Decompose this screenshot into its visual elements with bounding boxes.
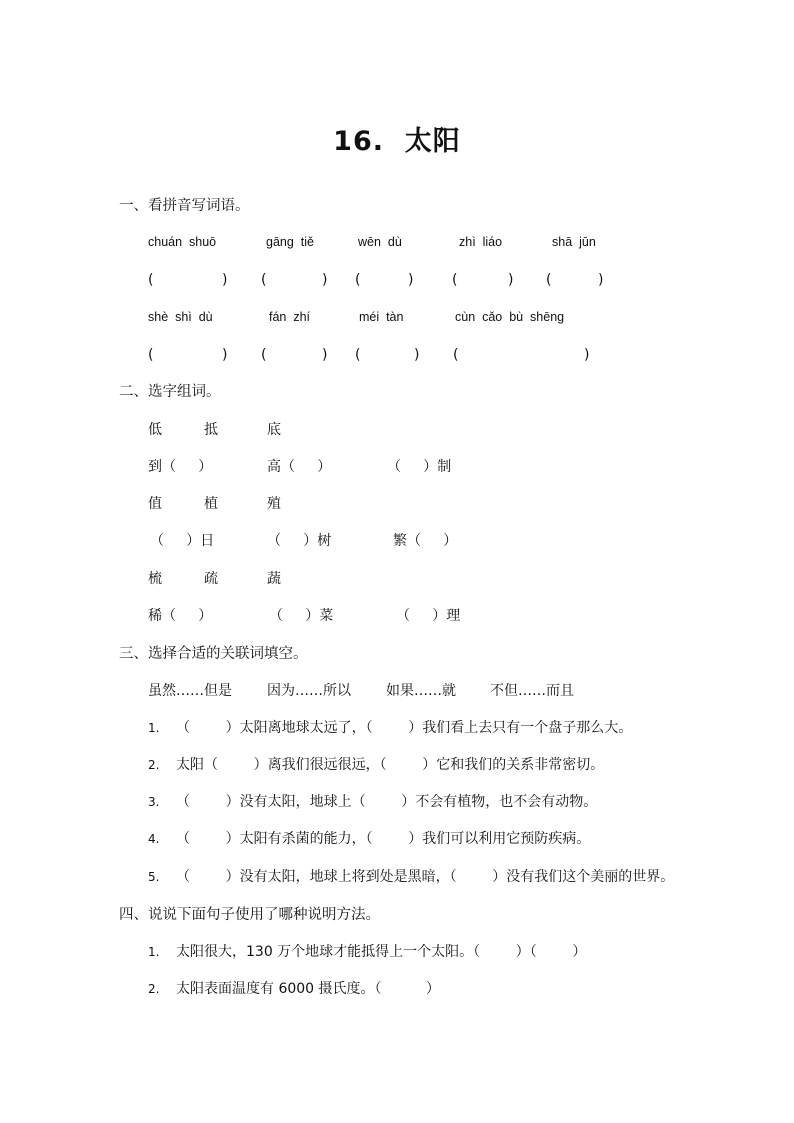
conjunction-option: 如果……就	[386, 683, 456, 699]
answer-blank-open: (	[546, 272, 552, 288]
word-blank: 繁（ ）	[393, 533, 458, 549]
char-option: 殖	[267, 496, 281, 512]
pinyin-cun-cao-bu-sheng: cùn cǎo bù shēng	[455, 310, 565, 324]
question-number: 5.	[148, 870, 160, 884]
char-option: 底	[267, 422, 281, 438]
answer-blank-close: )	[584, 347, 590, 363]
pinyin-zhi-liao: zhì liáo	[459, 235, 503, 249]
word-blank: 稀（ ）	[148, 608, 213, 624]
answer-blank-close: )	[322, 272, 328, 288]
question-number: 3.	[148, 795, 160, 809]
char-option: 蔬	[267, 571, 281, 587]
conjunction-option: 因为……所以	[267, 683, 351, 699]
word-blank: （ ）理	[396, 608, 461, 624]
conjunction-option: 不但……而且	[490, 683, 574, 699]
pinyin-gang-tie: gāng tiě	[266, 235, 314, 249]
word-blank: （ ）日	[150, 533, 215, 549]
word-blank: 高（ ）	[267, 459, 332, 475]
answer-blank-close: )	[222, 347, 228, 363]
question-text: （ ）没有太阳，地球上将到处是黑暗，（ ）没有我们这个美丽的世界。	[176, 869, 675, 885]
question-number: 2.	[148, 758, 160, 772]
word-blank: （ ）菜	[269, 608, 334, 624]
section-1-heading: 一、看拼音写词语。	[119, 198, 250, 214]
answer-blank-open: (	[261, 272, 267, 288]
question-number: 4.	[148, 832, 160, 846]
answer-blank-close: )	[408, 272, 414, 288]
pinyin-she-shi-du: shè shì dù	[148, 310, 213, 324]
answer-blank-close: )	[598, 272, 604, 288]
answer-blank-open: (	[452, 272, 458, 288]
question-number: 1.	[148, 721, 160, 735]
answer-blank-close: )	[414, 347, 420, 363]
word-blank: （ ）制	[387, 459, 452, 475]
char-option: 梳	[148, 571, 162, 587]
section-4-heading: 四、说说下面句子使用了哪种说明方法。	[119, 907, 380, 923]
section-3-heading: 三、选择合适的关联词填空。	[119, 646, 308, 662]
pinyin-mei-tan: méi tàn	[359, 310, 404, 324]
question-text: 太阳（ ）离我们很远很远，（ ）它和我们的关系非常密切。	[176, 757, 605, 773]
char-option: 植	[204, 496, 218, 512]
question-text: （ ）没有太阳，地球上（ ）不会有植物，也不会有动物。	[176, 794, 598, 810]
char-option: 低	[148, 422, 162, 438]
answer-blank-open: (	[148, 347, 154, 363]
question-number: 2.	[148, 982, 160, 996]
answer-blank-open: (	[355, 272, 361, 288]
question-text: （ ）太阳离地球太远了，（ ）我们看上去只有一个盘子那么大。	[176, 720, 633, 736]
section-2-heading: 二、选字组词。	[119, 384, 221, 400]
page-title: 16. 太阳	[333, 126, 461, 157]
question-text: 太阳表面温度有 6000 摄氏度。（ ）	[176, 981, 441, 997]
pinyin-wen-du: wēn dù	[358, 235, 402, 249]
question-text: 太阳很大，130 万个地球才能抵得上一个太阳。（ ）（ ）	[176, 944, 587, 960]
char-option: 抵	[204, 422, 218, 438]
question-number: 1.	[148, 945, 160, 959]
word-blank: 到（ ）	[148, 459, 213, 475]
question-text: （ ）太阳有杀菌的能力，（ ）我们可以利用它预防疾病。	[176, 831, 591, 847]
conjunction-option: 虽然……但是	[148, 683, 232, 699]
answer-blank-open: (	[453, 347, 459, 363]
answer-blank-open: (	[261, 347, 267, 363]
pinyin-sha-jun: shā jūn	[552, 235, 596, 249]
pinyin-fan-zhi: fán zhí	[269, 310, 310, 324]
char-option: 疏	[204, 571, 218, 587]
word-blank: （ ）树	[267, 533, 332, 549]
answer-blank-close: )	[322, 347, 328, 363]
answer-blank-open: (	[355, 347, 361, 363]
answer-blank-close: )	[222, 272, 228, 288]
pinyin-chuan-shuo: chuán shuō	[148, 235, 217, 249]
answer-blank-open: (	[148, 272, 154, 288]
answer-blank-close: )	[508, 272, 514, 288]
char-option: 值	[148, 496, 162, 512]
